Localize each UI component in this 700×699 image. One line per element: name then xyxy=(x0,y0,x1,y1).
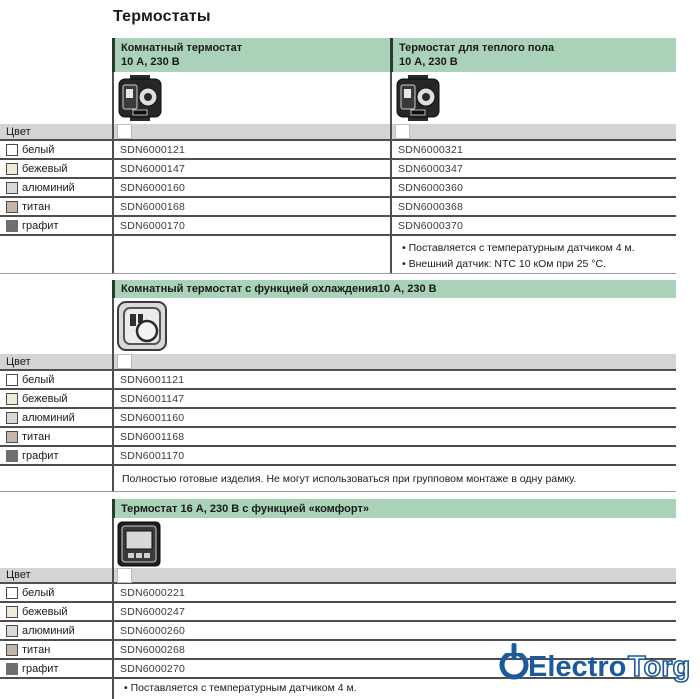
logo-text-outline: Torg xyxy=(628,651,691,683)
color-name: белый xyxy=(22,373,55,386)
image-cell xyxy=(112,72,390,124)
table-row xyxy=(0,447,676,466)
color-row-label: Цвет xyxy=(6,355,31,368)
empty-swatch xyxy=(117,568,132,583)
table-row xyxy=(0,603,676,622)
band-cell xyxy=(112,124,390,139)
section1-notes-row xyxy=(0,236,676,274)
product-code: SDN6000370 xyxy=(390,217,676,234)
color-name: бежевый xyxy=(22,162,68,175)
product-code: SDN6000160 xyxy=(112,179,390,196)
product-code: SDN6001121 xyxy=(112,371,676,388)
section1-col2-header xyxy=(390,38,676,72)
product-code: SDN6000368 xyxy=(390,198,676,215)
label-spacer xyxy=(0,280,112,298)
notes-cell xyxy=(390,236,676,273)
color-swatch-titanium xyxy=(6,644,18,656)
cooling-thermostat-image xyxy=(117,301,167,351)
table-row xyxy=(0,179,676,198)
color-swatch-aluminium xyxy=(6,412,18,424)
empty-swatch xyxy=(395,124,410,139)
color-swatch-beige xyxy=(6,163,18,175)
table-row xyxy=(0,428,676,447)
label-spacer xyxy=(0,38,112,72)
color-name: алюминий xyxy=(22,181,75,194)
section2-note-row xyxy=(0,466,676,492)
product-code: SDN6000121 xyxy=(112,141,390,158)
product-code: SDN6000260 xyxy=(112,622,676,639)
section1-col1-header xyxy=(112,38,390,72)
section3-header: Термостат 16 А, 230 В с функцией «комфорт» xyxy=(112,499,676,518)
catalog-table xyxy=(0,38,676,699)
note: • Поставляется с температурным датчиком 4 м. xyxy=(114,679,676,695)
color-swatch-graphite xyxy=(6,450,18,462)
image-cell xyxy=(112,518,676,568)
product-code: SDN6000270 xyxy=(112,660,676,677)
product-code: SDN6001168 xyxy=(112,428,676,445)
color-swatch-white xyxy=(6,587,18,599)
product-code: SDN6001160 xyxy=(112,409,676,426)
note: Полностью готовые изделия. Не могут использоваться при групповом монтаже в одну рамку. xyxy=(112,466,676,491)
color-swatch-graphite xyxy=(6,220,18,232)
empty-swatch xyxy=(117,124,132,139)
color-swatch-beige xyxy=(6,606,18,618)
section2-image-row xyxy=(0,298,676,354)
table-row xyxy=(0,390,676,409)
section2-header-row xyxy=(0,280,676,298)
product-code: SDN6001170 xyxy=(112,447,676,464)
color-name: алюминий xyxy=(22,624,75,637)
band-cell xyxy=(112,568,676,582)
product-code: SDN6000321 xyxy=(390,141,676,158)
color-name: титан xyxy=(22,643,51,656)
product-title: Термостат для теплого пола xyxy=(399,42,555,54)
product-title: Комнатный термостат xyxy=(121,42,243,54)
product-code: SDN6000247 xyxy=(112,603,676,620)
section2-header: Комнатный термостат с функцией охлаждения10 А, 230 В xyxy=(112,280,676,298)
label-spacer xyxy=(0,72,112,124)
empty-swatch xyxy=(117,354,132,369)
color-swatch-titanium xyxy=(6,431,18,443)
color-swatch-titanium xyxy=(6,201,18,213)
page-title: Термостаты xyxy=(113,8,211,25)
empty-cell xyxy=(112,236,390,273)
section1-color-band xyxy=(0,124,676,141)
color-name: бежевый xyxy=(22,392,68,405)
note: • Внешний датчик: NTC 10 кОм при 25 °C. xyxy=(402,256,676,272)
color-swatch-graphite xyxy=(6,663,18,675)
label-spacer xyxy=(0,499,112,518)
label-spacer xyxy=(0,236,112,273)
color-name: белый xyxy=(22,143,55,156)
logo-text-solid: Electro xyxy=(528,651,627,683)
section3-color-band xyxy=(0,568,676,584)
table-row xyxy=(0,371,676,390)
table-row xyxy=(0,409,676,428)
color-row-label: Цвет xyxy=(6,569,31,581)
color-name: графит xyxy=(22,219,59,232)
product-code: SDN6000221 xyxy=(112,584,676,601)
product-code: SDN6000147 xyxy=(112,160,390,177)
band-cell xyxy=(112,354,676,369)
floor-thermostat-image xyxy=(395,75,441,121)
table-row xyxy=(0,160,676,179)
product-code: SDN6000268 xyxy=(112,641,676,658)
table-row xyxy=(0,584,676,603)
color-swatch-aluminium xyxy=(6,625,18,637)
table-row xyxy=(0,217,676,236)
label-spacer xyxy=(0,679,112,699)
section2-color-band xyxy=(0,354,676,371)
color-swatch-white xyxy=(6,144,18,156)
electrotorg-logo xyxy=(497,637,697,687)
label-spacer xyxy=(0,466,112,491)
product-rating: 10 А, 230 В xyxy=(121,56,180,68)
table-row xyxy=(0,141,676,160)
color-name: графит xyxy=(22,662,59,675)
color-name: бежевый xyxy=(22,605,68,618)
color-row-label: Цвет xyxy=(6,125,31,138)
color-name: титан xyxy=(22,430,51,443)
note: • Поставляется с температурным датчиком 4 м. xyxy=(402,240,676,256)
electrotorg-watermark xyxy=(497,637,697,687)
color-name: алюминий xyxy=(22,411,75,424)
product-code: SDN6001147 xyxy=(112,390,676,407)
section3-image-row xyxy=(0,518,676,568)
section1-header-row xyxy=(0,38,676,72)
image-cell xyxy=(112,298,676,354)
band-cell xyxy=(390,124,676,139)
section3-header-row xyxy=(0,499,676,518)
product-rating: 10 А, 230 В xyxy=(399,56,458,68)
label-spacer xyxy=(0,518,112,568)
power-icon xyxy=(502,641,526,677)
product-code: SDN6000360 xyxy=(390,179,676,196)
color-swatch-white xyxy=(6,374,18,386)
color-name: графит xyxy=(22,449,59,462)
color-name: белый xyxy=(22,586,55,599)
color-name: титан xyxy=(22,200,51,213)
room-thermostat-image xyxy=(117,75,163,121)
color-swatch-aluminium xyxy=(6,182,18,194)
comfort-thermostat-image xyxy=(117,521,161,567)
label-spacer xyxy=(0,298,112,354)
color-swatch-beige xyxy=(6,393,18,405)
table-row xyxy=(0,198,676,217)
image-cell xyxy=(390,72,676,124)
product-code: SDN6000168 xyxy=(112,198,390,215)
product-code: SDN6000170 xyxy=(112,217,390,234)
section1-image-row xyxy=(0,72,676,124)
product-code: SDN6000347 xyxy=(390,160,676,177)
